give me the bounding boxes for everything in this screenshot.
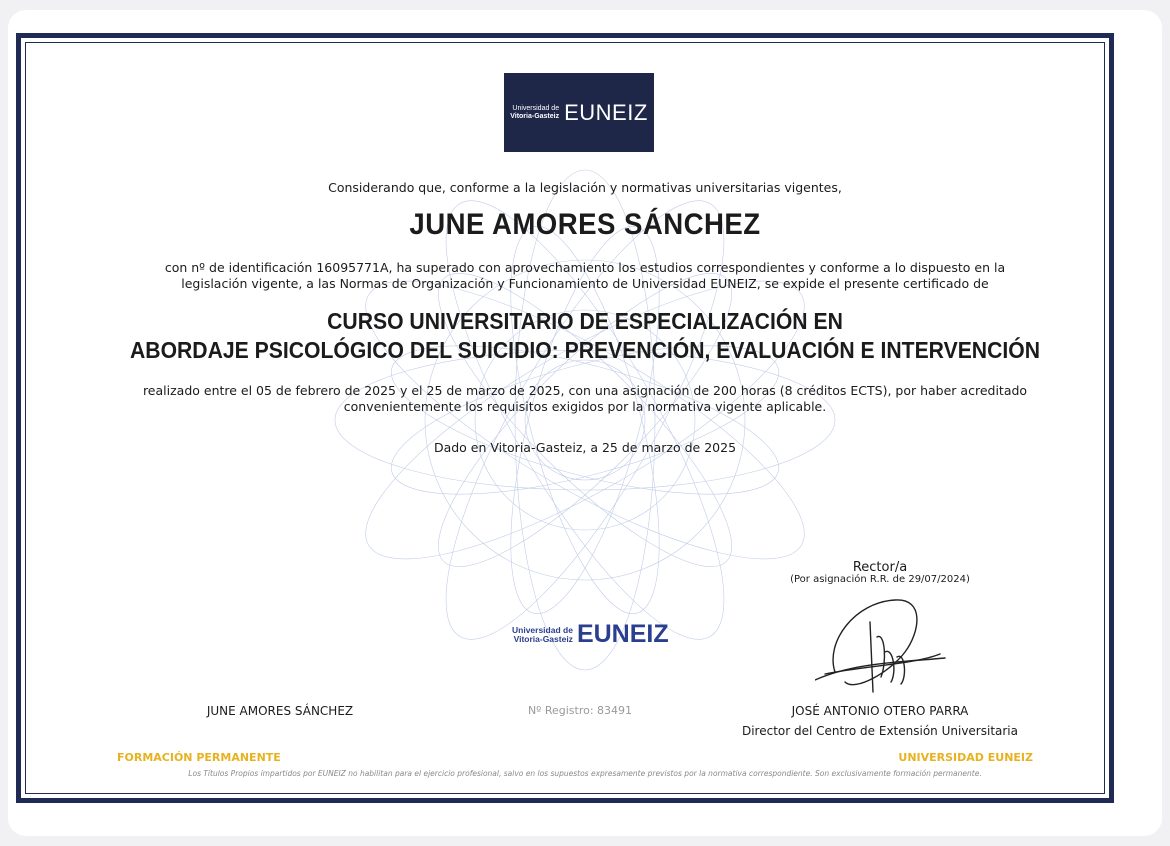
seal-text-city: Vitoria-Gasteiz [513,633,573,644]
intro-text: Considerando que, conforme a la legislación y normativas universitarias vigentes, [328,180,842,195]
disclaimer-text: Los Títulos Propios impartidos por EUNEIZ no habilitan para el ejercicio profesional, salvo en los supuestos expresamente previstos por la normativa correspondiente. Son exclusivamente formación permanente. [188,769,982,778]
completion-text: realizado entre el 05 de febrero de 2025 y el 25 de marzo de 2025, con una asignación de 200 horas (8 créditos ECTS), por haber acreditado convenientemente los requisitos exigidos por la normativa vigente aplicable. [142,383,1028,414]
course-title [47,307,1123,365]
body-text: con nº de identificación 16095771A, ha superado con aprovechamiento los estudios correspondientes y conforme a lo dispuesto en la legislación vigente, a las Normas de Organización y Funcionamiento de Universidad EUNEIZ, se expide el presente certificado de [164,260,1006,291]
signer-name: JOSÉ ANTONIO OTERO PARRA [791,704,969,718]
signature-image [815,592,955,702]
seal-text-small: Universidad de [512,624,573,635]
logo-text-city: Vitoria-Gasteiz [510,112,560,120]
logo-text-small: Universidad de [512,104,560,112]
university-logo [504,73,654,152]
registry-number: Nº Registro: 83491 [527,704,633,717]
course-title-line2: ABORDAJE PSICOLÓGICO DEL SUICIDIO: PREVENCIÓN, EVALUACIÓN E INTERVENCIÓN [130,337,1040,363]
signer-role: Director del Centro de Extensión Universitaria [741,724,1018,738]
logo-text-brand: EUNEIZ [564,99,648,125]
seal-text-brand: EUNEIZ [576,620,669,648]
recipient-name: JUNE AMORES SÁNCHEZ [409,208,761,241]
footer-left-label: FORMACIÓN PERMANENTE [117,751,281,764]
rector-note: (Por asignación R.R. de 29/07/2024) [790,574,970,585]
footer-right-label: UNIVERSIDAD EUNEIZ [898,751,1033,764]
university-seal-logo [512,620,669,649]
student-signature-name: JUNE AMORES SÁNCHEZ [206,704,354,718]
rector-title: Rector/a [852,560,908,575]
course-title-line1: CURSO UNIVERSITARIO DE ESPECIALIZACIÓN EN [327,308,843,334]
place-date: Dado en Vitoria-Gasteiz, a 25 de marzo de 2025 [433,440,737,455]
